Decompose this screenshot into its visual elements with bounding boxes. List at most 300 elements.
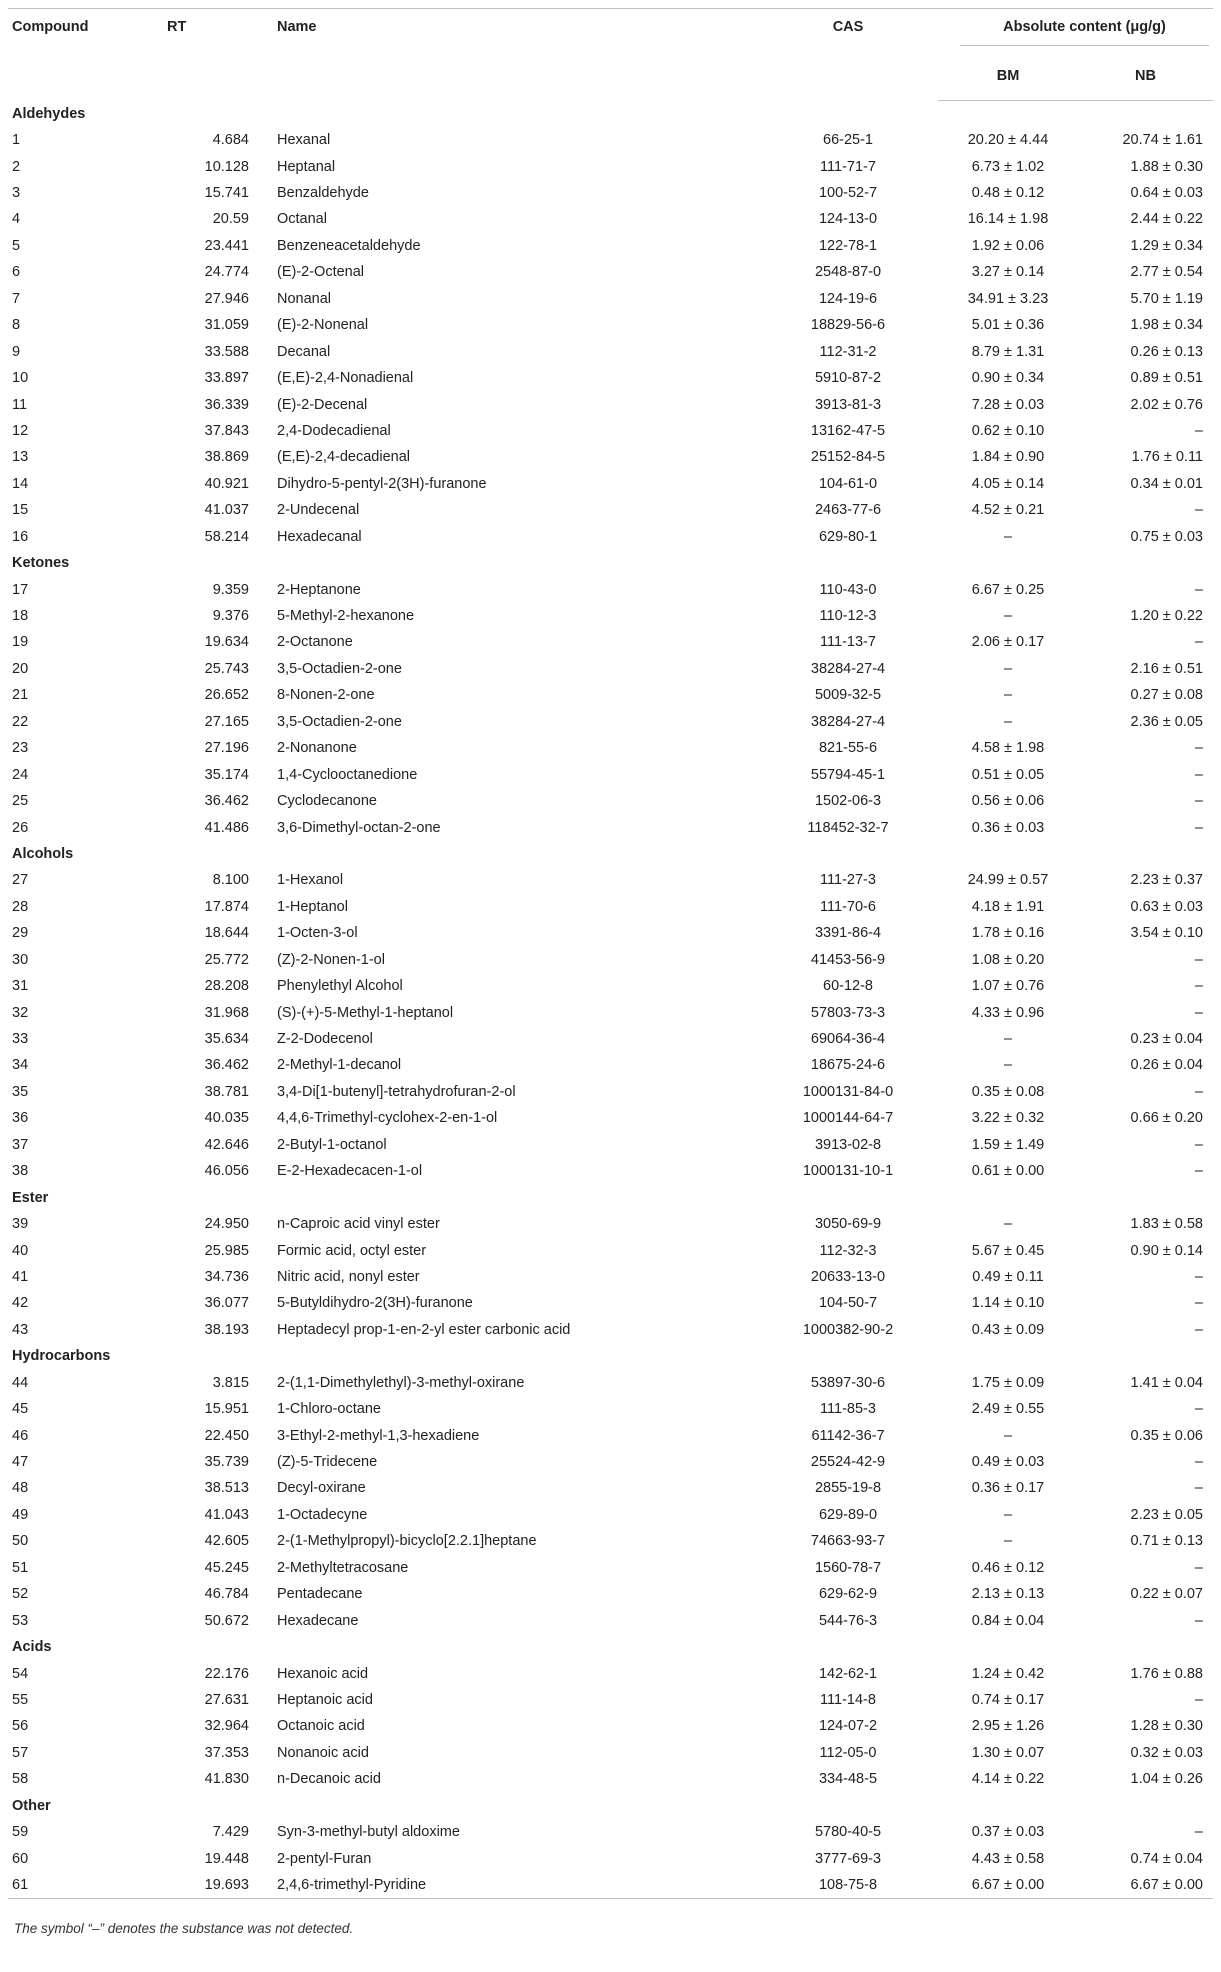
table-row (8, 629, 1213, 655)
cell-name: Decyl-oxirane (277, 1480, 366, 1497)
cell-rt: 45.245 (204, 1559, 249, 1576)
cell-rt: 32.964 (204, 1718, 249, 1735)
cell-cas: 2548-87-0 (814, 264, 882, 281)
cell-bm: – (1003, 1427, 1013, 1444)
cell-cas: 108-75-8 (758, 1872, 938, 1898)
cell-name: (E,E)-2,4-Nonadienal (277, 370, 414, 387)
cell-cas: 629-89-0 (818, 1506, 878, 1523)
cell-nb: – (1194, 1454, 1203, 1471)
category-row (8, 550, 1213, 576)
cell-bm: 1.75 ± 0.09 (971, 1374, 1045, 1391)
category-row (8, 1343, 1213, 1369)
cell-cas: 61142-36-7 (811, 1427, 885, 1444)
category-label: Acids (12, 1639, 52, 1656)
cell-bm: – (1003, 1031, 1013, 1048)
cell-nb: – (1194, 1612, 1203, 1629)
table-row (8, 286, 1213, 312)
cell-name: 2-Nonanone (277, 740, 357, 757)
cell-rt: 34.736 (204, 1268, 249, 1285)
table-row (8, 471, 1213, 497)
table-row (8, 312, 1213, 338)
cell-cas: 1502-06-3 (814, 793, 882, 810)
table-row (8, 1872, 1213, 1898)
cell-cas: 18829-56-6 (810, 317, 886, 334)
cell-nb: 1.98 ± 0.34 (1130, 317, 1203, 334)
cell-name: (E)-2-Octenal (277, 264, 365, 281)
cell-compound: 8 (12, 317, 21, 334)
cell-name: Hexadecanal (277, 528, 362, 545)
cell-nb: 0.71 ± 0.13 (1130, 1533, 1203, 1550)
cell-rt: 18.644 (204, 925, 249, 942)
cell-nb: 2.36 ± 0.05 (1130, 713, 1203, 730)
cell-name: Cyclodecanone (277, 793, 377, 810)
cell-bm: 0.62 ± 0.10 (971, 422, 1045, 439)
cell-rt: 4.684 (212, 132, 249, 149)
cell-name: Dihydro-5-pentyl-2(3H)-furanone (277, 475, 487, 492)
cell-rt: 8.100 (212, 872, 249, 889)
cell-name: 1-Octadecyne (277, 1506, 368, 1523)
cell-name: Benzeneacetaldehyde (277, 237, 421, 254)
table-row (8, 1581, 1213, 1607)
cell-compound: 37 (12, 1136, 29, 1153)
cell-compound: 13 (12, 449, 29, 466)
cell-nb: – (1194, 1163, 1203, 1180)
cell-cas: 821-55-6 (818, 740, 878, 757)
table-row (8, 1475, 1213, 1501)
table-row (8, 1105, 1213, 1131)
cell-nb: 0.66 ± 0.20 (1130, 1110, 1203, 1127)
cell-nb: 0.64 ± 0.03 (1130, 185, 1203, 202)
cell-rt: 41.830 (204, 1771, 249, 1788)
cell-cas: 3391-86-4 (814, 925, 882, 942)
cell-rt: 42.646 (204, 1136, 249, 1153)
category-row (8, 1184, 1213, 1210)
cell-nb: – (1194, 1401, 1203, 1418)
cell-bm: 0.37 ± 0.03 (971, 1824, 1045, 1841)
cell-cas: 110-43-0 (819, 581, 877, 598)
cell-cas: 118452-32-7 (807, 819, 889, 836)
cell-bm: 1.84 ± 0.90 (971, 449, 1045, 466)
cell-bm: 7.28 ± 0.03 (971, 396, 1045, 413)
cell-rt: 7.429 (212, 1824, 249, 1841)
cell-nb: – (1194, 793, 1203, 810)
cell-rt: 38.193 (204, 1321, 249, 1338)
cell-name: 1,4-Cyclooctanedione (277, 766, 418, 783)
category-label: Ester (12, 1189, 49, 1206)
cell-nb: – (1194, 581, 1203, 598)
header-bm: BM (938, 53, 1078, 101)
table-body (8, 101, 1213, 1899)
cell-nb: 0.89 ± 0.51 (1130, 370, 1203, 387)
cell-rt: 58.214 (204, 528, 249, 545)
cell-bm: 34.91 ± 3.23 (967, 290, 1049, 307)
cell-bm: 1.59 ± 1.49 (971, 1136, 1045, 1153)
table-row (8, 1290, 1213, 1316)
cell-cas: 544-76-3 (818, 1612, 878, 1629)
cell-compound: 29 (12, 925, 29, 942)
cell-compound: 22 (12, 713, 29, 730)
cell-cas: 111-13-7 (820, 634, 876, 651)
table-row (8, 1158, 1213, 1184)
table-row (8, 1502, 1213, 1528)
table-row (8, 814, 1213, 840)
cell-name: 3,6-Dimethyl-octan-2-one (277, 819, 441, 836)
cell-name: Heptadecyl prop-1-en-2-yl ester carbonic acid (277, 1321, 571, 1338)
cell-bm: 4.52 ± 0.21 (971, 502, 1045, 519)
cell-compound: 41 (12, 1268, 29, 1285)
cell-cas: 57803-73-3 (810, 1004, 886, 1021)
header-compound: Compound (8, 9, 163, 101)
cell-bm: – (1003, 1216, 1013, 1233)
cell-nb: 0.23 ± 0.04 (1130, 1031, 1203, 1048)
cell-cas: 25524-42-9 (810, 1454, 886, 1471)
cell-compound: 9 (12, 343, 21, 360)
cell-compound: 48 (12, 1480, 29, 1497)
cell-cas: 3913-81-3 (814, 396, 882, 413)
cell-rt: 25.772 (204, 951, 249, 968)
cell-bm: 8.79 ± 1.31 (971, 343, 1045, 360)
cell-cas: 334-48-5 (818, 1771, 878, 1788)
cell-rt: 23.441 (204, 237, 249, 254)
cell-compound: 56 (12, 1718, 29, 1735)
cell-cas: 3777-69-3 (814, 1850, 882, 1867)
cell-bm: 4.05 ± 0.14 (971, 475, 1045, 492)
cell-rt: 36.462 (204, 793, 249, 810)
cell-nb: – (1194, 1268, 1203, 1285)
cell-bm: – (1003, 1533, 1013, 1550)
table-row (8, 180, 1213, 206)
cell-compound: 46 (12, 1427, 29, 1444)
cell-name: 3,5-Octadien-2-one (277, 713, 402, 730)
cell-rt: 31.059 (204, 317, 249, 334)
cell-bm: 0.36 ± 0.03 (971, 819, 1045, 836)
cell-nb: 1.04 ± 0.26 (1130, 1771, 1203, 1788)
cell-compound: 21 (12, 687, 29, 704)
cell-nb: – (1194, 766, 1203, 783)
cell-name: Heptanal (277, 158, 336, 175)
cell-bm: 4.18 ± 1.91 (971, 898, 1045, 915)
cell-bm: 0.56 ± 0.06 (971, 793, 1045, 810)
cell-bm: – (1003, 1057, 1013, 1074)
cell-cas: 60-12-8 (823, 978, 873, 995)
cell-rt: 38.513 (204, 1480, 249, 1497)
cell-nb: – (1194, 1136, 1203, 1153)
cell-nb: 0.26 ± 0.04 (1130, 1057, 1203, 1074)
header-absolute-content-label: Absolute content (μg/g) (960, 19, 1209, 46)
table-row (8, 973, 1213, 999)
cell-rt: 26.652 (204, 687, 249, 704)
cell-compound: 33 (12, 1031, 29, 1048)
cell-bm: 2.49 ± 0.55 (971, 1401, 1045, 1418)
table-row (8, 1713, 1213, 1739)
cell-compound: 10 (12, 370, 29, 387)
header-rt: RT (163, 9, 273, 101)
cell-compound: 47 (12, 1454, 29, 1471)
cell-bm: 1.92 ± 0.06 (971, 237, 1045, 254)
cell-rt: 37.843 (204, 422, 249, 439)
cell-rt: 50.672 (204, 1612, 249, 1629)
cell-cas: 53897-30-6 (810, 1374, 886, 1391)
cell-nb: – (1194, 1295, 1203, 1312)
cell-bm: 1.24 ± 0.42 (971, 1665, 1045, 1682)
cell-cas: 25152-84-5 (810, 449, 886, 466)
cell-rt: 19.693 (163, 1872, 273, 1898)
cell-bm: 0.43 ± 0.09 (971, 1321, 1045, 1338)
header-name: Name (273, 9, 758, 101)
table-row (8, 1370, 1213, 1396)
table-footnote: The symbol “–” denotes the substance was not detected. (14, 1921, 354, 1936)
cell-bm: 2.95 ± 1.26 (971, 1718, 1045, 1735)
cell-bm: 0.90 ± 0.34 (971, 370, 1045, 387)
cell-cas: 41453-56-9 (810, 951, 886, 968)
cell-rt: 24.774 (204, 264, 249, 281)
cell-nb: 0.26 ± 0.13 (1130, 343, 1203, 360)
cell-name: 5-Methyl-2-hexanone (277, 608, 415, 625)
cell-cas: 1000144-64-7 (802, 1110, 894, 1127)
cell-bm: – (1003, 528, 1013, 545)
cell-cas: 18675-24-6 (810, 1057, 886, 1074)
cell-nb: – (1194, 819, 1203, 836)
category-row (8, 1634, 1213, 1660)
cell-compound: 24 (12, 766, 29, 783)
cell-cas: 38284-27-4 (810, 713, 886, 730)
cell-name: Hexanoic acid (277, 1665, 369, 1682)
compounds-table (8, 8, 1213, 1899)
cell-bm: 0.49 ± 0.03 (971, 1454, 1045, 1471)
cell-name: Nonanoic acid (277, 1744, 369, 1761)
cell-rt: 25.743 (204, 660, 249, 677)
cell-name: E-2-Hexadecacen-1-ol (277, 1163, 423, 1180)
cell-bm: 1.78 ± 0.16 (971, 925, 1045, 942)
cell-compound: 32 (12, 1004, 29, 1021)
cell-rt: 37.353 (204, 1744, 249, 1761)
cell-rt: 9.359 (212, 581, 249, 598)
cell-bm: – (1003, 608, 1013, 625)
table-row (8, 709, 1213, 735)
cell-nb: 0.90 ± 0.14 (1130, 1242, 1203, 1259)
cell-nb: 0.27 ± 0.08 (1130, 687, 1203, 704)
cell-nb: 0.75 ± 0.03 (1130, 528, 1203, 545)
cell-rt: 38.869 (204, 449, 249, 466)
cell-rt: 40.921 (204, 475, 249, 492)
cell-bm: 1.30 ± 0.07 (971, 1744, 1045, 1761)
table-row (8, 1766, 1213, 1792)
header-absolute-content (938, 9, 1213, 53)
cell-cas: 111-27-3 (820, 872, 876, 889)
cell-cas: 110-12-3 (819, 608, 877, 625)
cell-bm: – (1003, 713, 1013, 730)
cell-name: Nonanal (277, 290, 332, 307)
cell-cas: 5910-87-2 (814, 370, 882, 387)
cell-rt: 33.588 (204, 343, 249, 360)
cell-rt: 20.59 (212, 211, 249, 228)
cell-rt: 27.165 (204, 713, 249, 730)
cell-nb: 20.74 ± 1.61 (1122, 132, 1203, 149)
cell-nb: – (1194, 740, 1203, 757)
cell-cas: 100-52-7 (818, 185, 878, 202)
cell-nb: 2.23 ± 0.05 (1130, 1506, 1203, 1523)
cell-bm: 0.48 ± 0.12 (971, 185, 1045, 202)
cell-compound: 30 (12, 951, 29, 968)
category-row (8, 841, 1213, 867)
cell-compound: 26 (12, 819, 29, 836)
cell-name: Octanoic acid (277, 1718, 365, 1735)
table-row (8, 1845, 1213, 1871)
cell-compound: 14 (12, 475, 29, 492)
cell-compound: 27 (12, 872, 29, 889)
cell-rt: 41.486 (204, 819, 249, 836)
cell-bm: 1.08 ± 0.20 (971, 951, 1045, 968)
category-row (8, 1793, 1213, 1819)
cell-nb: 0.63 ± 0.03 (1130, 898, 1203, 915)
cell-bm: 3.27 ± 0.14 (971, 264, 1045, 281)
cell-bm: 0.46 ± 0.12 (971, 1559, 1045, 1576)
cell-cas: 3050-69-9 (814, 1216, 882, 1233)
cell-nb: 2.23 ± 0.37 (1130, 872, 1203, 889)
cell-bm: 3.22 ± 0.32 (971, 1110, 1045, 1127)
cell-bm: 24.99 ± 0.57 (967, 872, 1049, 889)
cell-name: (E,E)-2,4-decadienal (277, 449, 410, 466)
cell-compound: 42 (12, 1295, 29, 1312)
table-row (8, 1237, 1213, 1263)
cell-name: Z-2-Dodecenol (277, 1031, 373, 1048)
table-row (8, 1819, 1213, 1845)
cell-compound: 54 (12, 1665, 29, 1682)
cell-bm: 0.51 ± 0.05 (971, 766, 1045, 783)
cell-bm: – (1003, 1506, 1013, 1523)
cell-bm: 0.49 ± 0.11 (972, 1268, 1044, 1285)
header-cas: CAS (758, 9, 938, 101)
table-row (8, 391, 1213, 417)
cell-name: 1-Octen-3-ol (277, 925, 358, 942)
cell-name: Octanal (277, 211, 327, 228)
cell-nb: – (1194, 1004, 1203, 1021)
cell-cas: 111-70-6 (820, 898, 876, 915)
cell-cas: 5780-40-5 (814, 1824, 882, 1841)
table-row (8, 576, 1213, 602)
cell-bm: 2.13 ± 0.13 (971, 1586, 1045, 1603)
table-row (8, 682, 1213, 708)
cell-nb: 1.76 ± 0.88 (1130, 1665, 1203, 1682)
cell-compound: 39 (12, 1216, 29, 1233)
cell-name: Benzaldehyde (277, 185, 369, 202)
table-row (8, 1449, 1213, 1475)
cell-name: Formic acid, octyl ester (277, 1242, 427, 1259)
cell-nb: – (1194, 502, 1203, 519)
cell-rt: 46.056 (204, 1163, 249, 1180)
table-row (8, 259, 1213, 285)
cell-cas: 112-05-0 (819, 1744, 877, 1761)
table-row (8, 788, 1213, 814)
table-row (8, 127, 1213, 153)
cell-name: 1-Hexanol (277, 872, 344, 889)
cell-name: 3,4-Di[1-butenyl]-tetrahydrofuran-2-ol (277, 1083, 516, 1100)
table-row (8, 338, 1213, 364)
cell-compound: 20 (12, 660, 29, 677)
cell-compound: 12 (12, 422, 29, 439)
cell-compound: 55 (12, 1691, 29, 1708)
header-nb: NB (1078, 53, 1213, 101)
cell-rt: 15.951 (204, 1401, 249, 1418)
cell-cas: 38284-27-4 (810, 660, 886, 677)
cell-compound: 15 (12, 502, 29, 519)
cell-rt: 27.946 (204, 290, 249, 307)
cell-bm: 1.07 ± 0.76 (971, 978, 1045, 995)
cell-name: 2-(1-Methylpropyl)-bicyclo[2.2.1]heptane (277, 1533, 537, 1550)
cell-nb: 0.22 ± 0.07 (1130, 1586, 1203, 1603)
cell-cas: 74663-93-7 (810, 1533, 886, 1550)
cell-compound: 2 (12, 158, 21, 175)
cell-bm: 4.33 ± 0.96 (971, 1004, 1045, 1021)
cell-compound: 31 (12, 978, 29, 995)
cell-compound: 5 (12, 237, 21, 254)
cell-cas: 66-25-1 (823, 132, 873, 149)
table-row (8, 603, 1213, 629)
cell-name: Heptanoic acid (277, 1691, 373, 1708)
cell-compound: 57 (12, 1744, 29, 1761)
cell-compound: 19 (12, 634, 29, 651)
cell-cas: 55794-45-1 (810, 766, 886, 783)
cell-name: Pentadecane (277, 1586, 363, 1603)
cell-name: 5-Butyldihydro-2(3H)-furanone (277, 1295, 473, 1312)
cell-bm: 4.43 ± 0.58 (971, 1850, 1045, 1867)
cell-compound: 23 (12, 740, 29, 757)
cell-compound: 16 (12, 528, 29, 545)
cell-rt: 46.784 (204, 1586, 249, 1603)
cell-compound: 38 (12, 1163, 29, 1180)
cell-rt: 22.450 (204, 1427, 249, 1444)
cell-name: (E)-2-Decenal (277, 396, 368, 413)
cell-nb: 1.83 ± 0.58 (1130, 1216, 1203, 1233)
cell-bm: 4.14 ± 0.22 (971, 1771, 1045, 1788)
cell-name: n-Caproic acid vinyl ester (277, 1216, 440, 1233)
cell-nb: 2.16 ± 0.51 (1130, 660, 1203, 677)
table-row (8, 761, 1213, 787)
cell-bm: 0.61 ± 0.00 (971, 1163, 1045, 1180)
cell-nb: – (1194, 1559, 1203, 1576)
cell-nb: 3.54 ± 0.10 (1130, 925, 1203, 942)
table-row (8, 1264, 1213, 1290)
cell-cas: 122-78-1 (818, 237, 878, 254)
cell-bm: – (1003, 687, 1013, 704)
cell-cas: 3913-02-8 (814, 1136, 882, 1153)
cell-rt: 36.077 (204, 1295, 249, 1312)
cell-compound: 59 (12, 1824, 29, 1841)
cell-nb: – (1194, 1321, 1203, 1338)
cell-nb: 1.41 ± 0.04 (1130, 1374, 1203, 1391)
cell-cas: 5009-32-5 (814, 687, 882, 704)
cell-nb: 0.35 ± 0.06 (1130, 1427, 1203, 1444)
cell-name: 2-Octanone (277, 634, 353, 651)
cell-cas: 1560-78-7 (814, 1559, 882, 1576)
cell-cas: 142-62-1 (818, 1665, 878, 1682)
cell-nb: 6.67 ± 0.00 (1078, 1872, 1213, 1898)
cell-compound: 35 (12, 1083, 29, 1100)
cell-rt: 28.208 (204, 978, 249, 995)
cell-nb: 2.02 ± 0.76 (1130, 396, 1203, 413)
cell-nb: 0.32 ± 0.03 (1130, 1744, 1203, 1761)
table-row (8, 1026, 1213, 1052)
cell-nb: 0.74 ± 0.04 (1130, 1850, 1203, 1867)
cell-bm: 0.35 ± 0.08 (971, 1083, 1045, 1100)
cell-rt: 36.339 (204, 396, 249, 413)
category-label: Aldehydes (12, 105, 86, 122)
table-row (8, 920, 1213, 946)
cell-name: (Z)-5-Tridecene (277, 1454, 378, 1471)
cell-name: Hexanal (277, 132, 331, 149)
cell-name: 2,4-Dodecadienal (277, 422, 391, 439)
cell-compound: 7 (12, 290, 21, 307)
